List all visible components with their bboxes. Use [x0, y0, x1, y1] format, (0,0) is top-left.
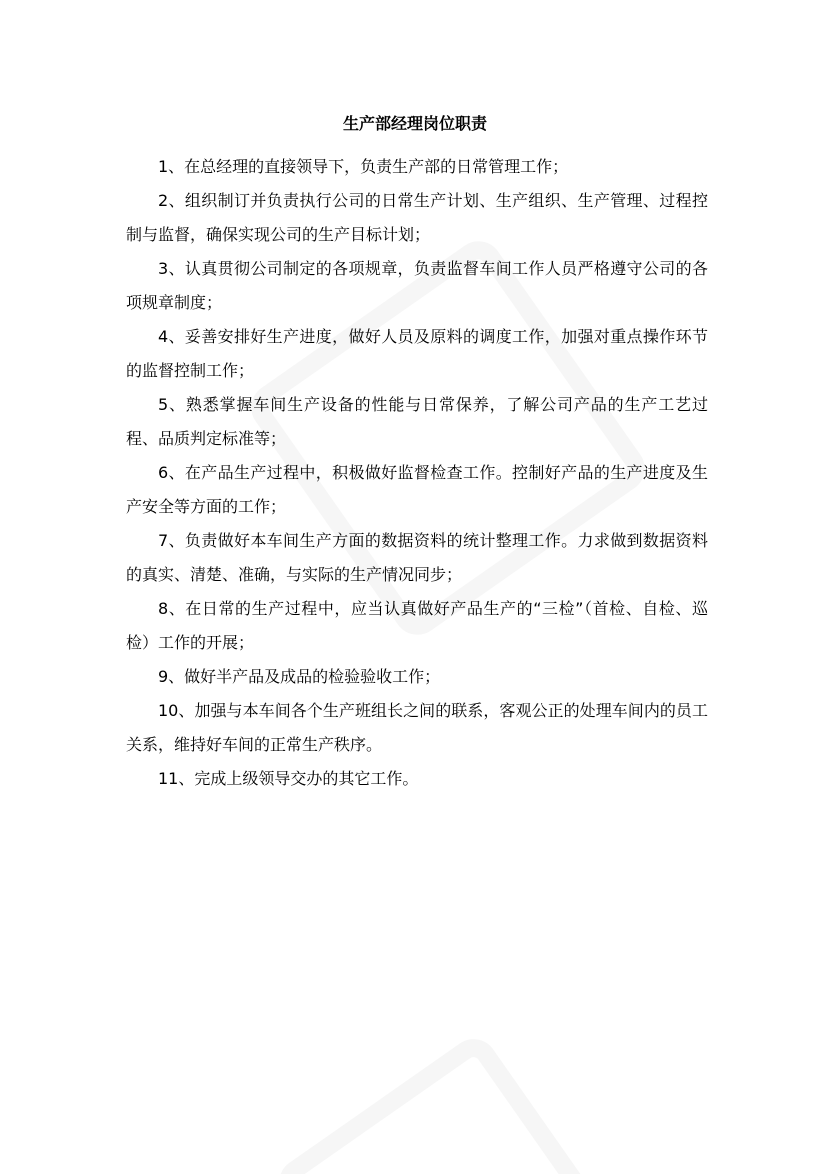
page-title: 生产部经理岗位职责	[342, 114, 487, 133]
duty-item-6: 6、在产品生产过程中，积极做好监督检查工作。控制好产品的生产进度及生产安全等方面的工作；	[126, 463, 708, 516]
duty-item-7: 7、负责做好本车间生产方面的数据资料的统计整理工作。力求做到数据资料的真实、清楚、准确，与实际的生产情况同步；	[126, 531, 708, 584]
duty-item-3: 3、认真贯彻公司制定的各项规章，负责监督车间工作人员严格遵守公司的各项规章制度；	[126, 259, 708, 312]
duty-item-9: 9、做好半产品及成品的检验验收工作；	[158, 667, 441, 686]
duty-item-10: 10、加强与本车间各个生产班组长之间的联系，客观公正的处理车间内的员工关系，维持好车间的正常生产秩序。	[126, 701, 708, 754]
duty-list	[126, 150, 708, 796]
watermark	[270, 1030, 627, 1174]
duty-item-11: 11、完成上级领导交办的其它工作。	[158, 769, 419, 788]
duty-item-8: 8、在日常的生产过程中，应当认真做好产品生产的“三检”（首检、自检、巡检）工作的开展；	[126, 599, 708, 652]
duty-item-4: 4、妥善安排好生产进度，做好人员及原料的调度工作，加强对重点操作环节的监督控制工作；	[126, 327, 708, 380]
duty-item-5: 5、熟悉掌握车间生产设备的性能与日常保养，了解公司产品的生产工艺过程、品质判定标准等；	[126, 395, 708, 448]
duty-item-2: 2、组织制订并负责执行公司的日常生产计划、生产组织、生产管理、过程控制与监督，确保实现公司的生产目标计划；	[126, 191, 708, 244]
duty-item-1: 1、在总经理的直接领导下，负责生产部的日常管理工作；	[158, 157, 569, 176]
